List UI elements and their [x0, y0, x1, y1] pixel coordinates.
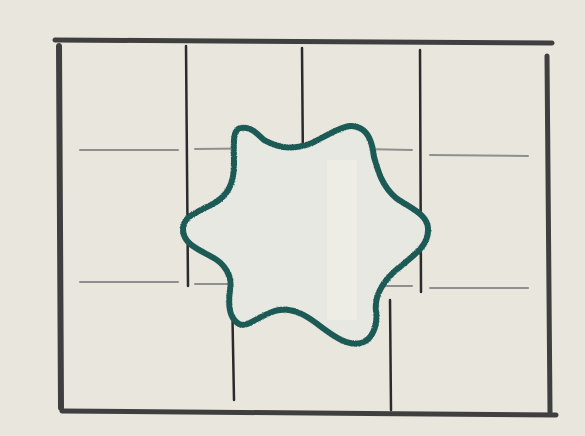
- shape-highlight: [327, 160, 357, 320]
- frame-top-edge: [55, 40, 552, 43]
- grid-hline-1-seg-4: [430, 155, 528, 156]
- frame-right-edge: [547, 56, 550, 412]
- frame-left-edge: [59, 46, 61, 408]
- grid-vline-3-lower: [390, 300, 391, 410]
- grid-vline-3-upper: [420, 50, 421, 292]
